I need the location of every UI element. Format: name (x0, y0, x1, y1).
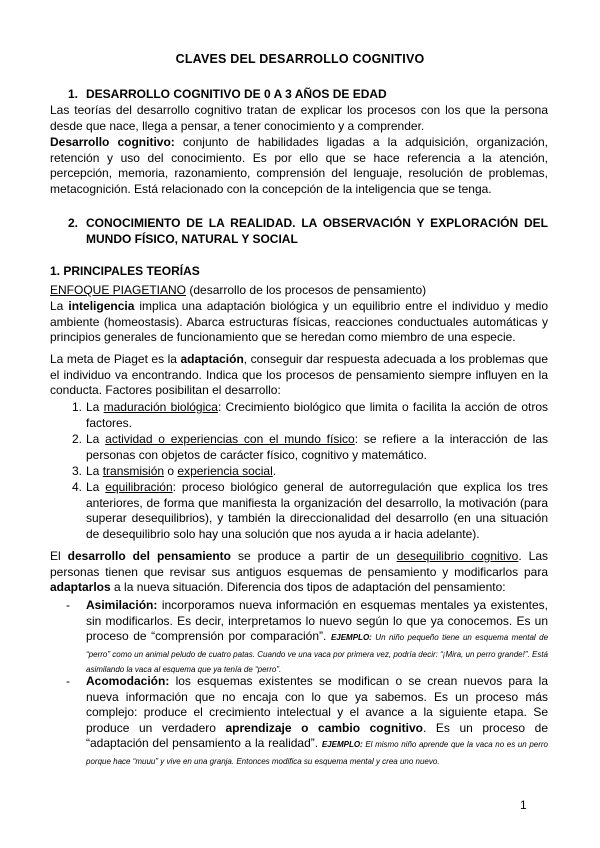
adaptation-acomodacion (86, 674, 548, 769)
factor-term: maduración biológica (103, 400, 218, 414)
p3-text-3: a la nueva situación. Diferencia dos tipos de adaptación del pensamiento: (110, 580, 506, 595)
factor-prefix: La (86, 464, 103, 478)
p1-prefix: La (50, 299, 69, 313)
example-text: Un niño pequeño tiene un esquema mental de “perro” como un animal peludo de cuatro patas. Cuando ve una vaca por primera vez, podría decir: “¡Mira, un perro grande!”. Está asimilando la vaca al esquema que ya tenía de “perro”. (86, 633, 549, 675)
example-label: EJEMPLO: (330, 633, 372, 643)
p3-text-1: se produce a partir de un (231, 549, 397, 563)
p3-text-2: . Las personas tienen que revisar sus antiguos esquemas de pensamiento y modificarlos para (50, 549, 548, 579)
factor-item (86, 400, 548, 431)
adaptation-asimilacion (86, 598, 548, 677)
section-2-heading: CONOCIMIENTO DE LA REALIDAD. LA OBSERVACIÓN Y EXPLORACIÓN DEL MUNDO FÍSICO, NATURAL Y SOCIAL (86, 216, 548, 246)
list-dash: - (66, 674, 70, 688)
factor-text: . (272, 464, 277, 478)
factor-item (86, 480, 548, 542)
p2-text: , conseguir dar respuesta adecuada a los problemas que el individuo va encontrando. Indica que los procesos de pensamiento siempre influyen en la conducta. Factores posibilitan el desarrollo: (50, 352, 549, 398)
factor-text: : Crecimiento biológico que limita o facilita la acción de otros factores. (86, 400, 548, 430)
factor-term: equilibración (105, 480, 173, 494)
p3-term-1: desarrollo del pensamiento (67, 549, 231, 563)
adaptation-term: Acomodación: (86, 674, 170, 688)
factor-number: 1. (72, 400, 83, 414)
p1-term: inteligencia (68, 299, 135, 313)
adaptation-text: incorporamos nueva información en esquemas mentales ya existentes, sin modificarlos. Es decir, interpretamos lo nuevo según lo que ya conocemos. Es un proceso de “comprensión por comparación”. (86, 598, 548, 644)
factor-connector: o (164, 464, 178, 478)
subsection-heading: 1. PRINCIPALES TEORÍAS (50, 264, 200, 278)
factor-term: actividad o experiencias con el mundo físico (105, 432, 355, 446)
example-text: El mismo niño aprende que la vaca no es un perro porque hace “muuu” y vive en una granja. Entonces modifica su esquema mental y crea uno nuevo. (86, 740, 549, 766)
section-1-heading: DESARROLLO COGNITIVO DE 0 A 3 AÑOS DE EDAD (86, 87, 387, 101)
definition-text: conjunto de habilidades ligadas a la adquisición, organización, retención y uso del conocimiento. Es por ello que se hace referencia a la atención, percepción, memoria, razonamiento, comprensión del lenguaje, resolución de problemas, metacognición. Está relacionado con la concepción de la inteligencia que se tenga. (50, 135, 548, 196)
section-2-number: 2. (68, 216, 79, 230)
page-title: CLAVES DEL DESARROLLO COGNITIVO (175, 52, 425, 66)
list-dash: - (66, 598, 70, 612)
factor-text: : proceso biológico general de autorregulación que explica los tres anteriores, de forma que manifiesta la organización del desarrollo, la motivación (para superar desequilibrios), y también la direccionalidad del desarrollo (en una situación de desequilibrio solo hay una solución que nos ayuda a ir hacia adelante). (86, 480, 549, 541)
enfoque-description: (desarrollo de los procesos de pensamiento) (186, 283, 427, 297)
factor-item (86, 432, 548, 463)
factor-number: 2. (72, 432, 83, 446)
paragraph-inteligencia (50, 299, 548, 346)
definition-term: Desarrollo cognitivo: (50, 135, 175, 149)
p2-term: adaptación (180, 352, 244, 366)
factor-term-2: experiencia social (177, 464, 273, 478)
factor-prefix: La (86, 400, 104, 414)
adaptation-term: Asimilación: (86, 598, 158, 612)
section-1-intro: Las teorías del desarrollo cognitivo tratan de explicar los procesos con los que la persona desde que nace, llega a pensar, a tener conocimiento y a comprender. (50, 103, 548, 133)
example-label: EJEMPLO: (321, 740, 363, 750)
p3-prefix: El (50, 549, 68, 563)
p3-term-3: adaptarlos (50, 580, 111, 595)
paragraph-desarrollo-pensamiento (50, 549, 548, 596)
page-number: 1 (520, 798, 527, 812)
factor-prefix: La (86, 480, 106, 494)
adaptation-text-b: . Es un proceso de “adaptación del pensamiento a la realidad”. (86, 720, 549, 751)
p3-term-2: desequilibrio cognitivo (396, 549, 519, 563)
adaptation-term-b: aprendizaje o cambio cognitivo (225, 720, 423, 735)
adaptation-text: los esquemas existentes se modifican o se crean nuevos para la nueva información que no encaja con lo que ya sabemos. Es un proceso más complejo: produce el crecimiento intelectual y el avance a la siguiente etapa. Se produce un verdadero (86, 674, 548, 735)
factor-term: transmisión (102, 464, 165, 478)
factor-number: 3. (72, 464, 83, 478)
factor-text: : se refiere a la interacción de las personas con objetos de carácter físico, cognitivo y matemático. (86, 432, 549, 462)
enfoque-title: ENFOQUE PIAGETIANO (50, 283, 187, 297)
factor-number: 4. (72, 480, 83, 494)
p1-text: implica una adaptación biológica y un equilibrio entre el individuo y medio ambiente (homeostasis). Abarca estructuras físicas, reacciones conductuales automáticas y principios generales de funcionamiento que se heredan como miembro de una especie. (50, 299, 548, 345)
factor-item (86, 464, 548, 480)
enfoque-line (50, 283, 548, 299)
section-1-definition (50, 135, 548, 197)
paragraph-adaptacion (50, 352, 548, 399)
factor-prefix: La (86, 432, 106, 446)
section-1-number: 1. (68, 87, 79, 101)
p2-prefix: La meta de Piaget es la (50, 352, 181, 366)
